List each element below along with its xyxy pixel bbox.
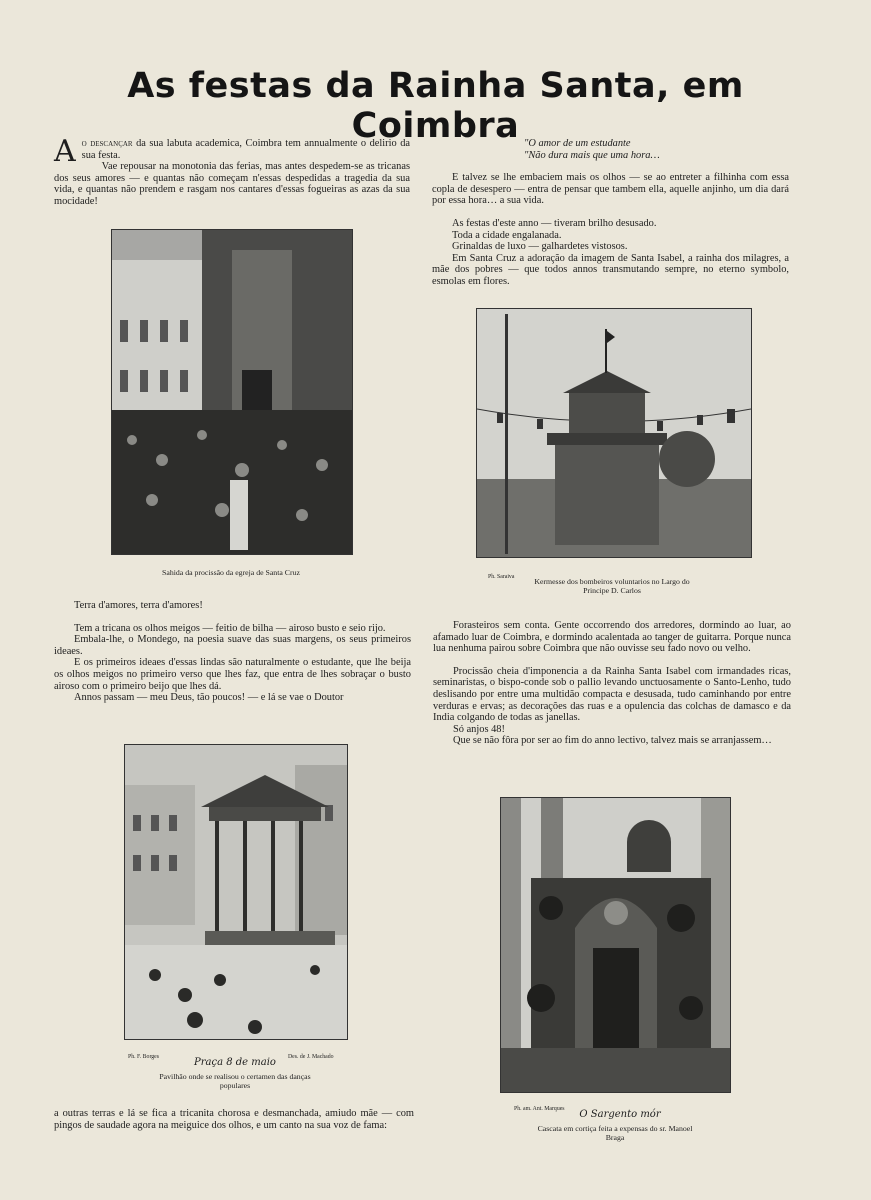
mid-right-paragraph-2: Procissão cheia d'imponencia a da Rainha Santa Isabel com irmandades ricas, seminaristas, o bispo-conde sob o pallio levando unctuosamente o Santo-Lenho, tudo deslisando por entre uma multidão compacta e desusada, tudo caminhando por entre verduras e ervas; as decorações das ruas e a opulencia das colchas de damasco e da India colgando de todas as janellas. bbox=[433, 665, 791, 724]
mid-left-line-1: Terra d'amores, terra d'amores! bbox=[74, 600, 203, 611]
mid-right-paragraph-4: Que se não fôra por ser ao fim do anno lectivo, talvez mais se arranjassem… bbox=[453, 735, 772, 747]
lead-smallcaps: o descançar bbox=[81, 138, 133, 149]
right-line-1: As festas d'este anno — tiveram brilho desusado. bbox=[452, 217, 657, 229]
photo4-caption: Cascata em cortiça feita a expensas do sr. Manoel Braga bbox=[537, 1124, 693, 1142]
photo2-caption: Kermesse dos bombeiros voluntarios no Largo do Principe D. Carlos bbox=[534, 577, 690, 595]
lead-text: da sua labuta academica, Coimbra tem annualmente o delirio da sua festa. bbox=[81, 138, 410, 161]
page-title: As festas da Rainha Santa, em Coimbra bbox=[127, 66, 744, 146]
quote-line-2: "Não dura mais que uma hora… bbox=[524, 149, 660, 161]
photo3-credit-left: Ph. F. Borges bbox=[128, 1054, 159, 1060]
photo-praca-8-de-maio bbox=[124, 744, 348, 1040]
mid-left-paragraph-1: Tem a tricana os olhos meigos — feitio de bilha — airoso busto e seio rijo. bbox=[74, 622, 386, 634]
right-paragraph-1: E talvez se lhe embaciem mais os olhos — se ao entreter a filhinha com essa copla de desespero — entra de pensar que tambem ella, aquelle anjinho, um dia dará por essa hora… a sua vida. bbox=[432, 172, 789, 207]
photo3-credit-right: Des. de J. Machado bbox=[288, 1054, 334, 1060]
right-paragraph-2: Em Santa Cruz a adoração da imagem de Santa Isabel, a rainha dos milagres, a mãe dos pobres — que todos annos transmutando sempre, no eterno symbolo, esmolas em flores. bbox=[432, 252, 789, 287]
photo1-caption: Sahida da procissão da egreja de Santa Cruz bbox=[162, 568, 300, 577]
bottom-column-left bbox=[54, 1108, 414, 1131]
drop-cap: A bbox=[54, 134, 76, 169]
intro-paragraph-2: Vae repousar na monotonia das ferias, mas antes despedem-se as tricanas dos seus amores — e quantas não começam n'essas despedidas a tragedia da sua vida, e quantas não prendem e rasgam nos cantares d'essas fogueiras as azas da sua mocidade! bbox=[54, 161, 410, 207]
mid-column-left bbox=[54, 600, 411, 704]
intro-column-right bbox=[432, 138, 789, 288]
right-line-3: Grinaldas de luxo — galhardetes vistosos. bbox=[452, 241, 628, 253]
intro-column-left bbox=[54, 134, 410, 208]
quote-line-1: "O amor de um estudante bbox=[524, 138, 631, 149]
mid-right-paragraph-1: Forasteiros sem conta. Gente occorrendo dos arredores, dormindo ao luar, ao afamado luar de Coimbra, e dormindo acalentada ao tanger de guitarra. Porque nunca lua nenhuma pairou sobre Coimbra que não ouvisse seu fado novo ou velho. bbox=[433, 620, 791, 655]
mid-left-paragraph-2: Embala-lhe, o Mondego, na poesia suave das suas margens, os seus primeiros ideaes. bbox=[54, 634, 411, 657]
photo-santa-cruz-procession bbox=[111, 229, 353, 555]
bottom-left-paragraph-1: a outras terras e lá se fica a tricanita chorosa e desmanchada, amiudo mãe — com pingos de saudade agora na meiguice dos olhos, e um canto na sua voz de fama: bbox=[54, 1108, 414, 1131]
photo4-credit: Ph. am. Ant. Marques bbox=[514, 1106, 565, 1112]
right-line-2: Toda a cidade engalanada. bbox=[452, 229, 562, 241]
mid-right-paragraph-3: Só anjos 48! bbox=[453, 723, 505, 735]
photo3-title: Praça 8 de maio bbox=[194, 1057, 276, 1068]
photo-kermesse-pavilion bbox=[476, 308, 752, 558]
mid-column-right bbox=[433, 620, 791, 747]
photo3-caption: Pavilhão onde se realisou o certamen das danças populares bbox=[159, 1072, 311, 1090]
photo-sargento-mor-cascade bbox=[500, 797, 731, 1093]
mid-left-paragraph-4: Annos passam — meu Deus, tão poucos! — e lá se vae o Doutor bbox=[74, 692, 344, 704]
photo2-credit: Ph. Saraiva bbox=[488, 574, 515, 580]
photo4-title: O Sargento mór bbox=[579, 1109, 661, 1120]
mid-left-paragraph-3: E os primeiros ideaes d'essas lindas são naturalmente o estudante, que lhe beija os olhos meigos no primeiro verso que lhes faz, que entra de lhes sobraçar o busto airoso com o primeiro beijo que lhes dá. bbox=[54, 657, 411, 692]
